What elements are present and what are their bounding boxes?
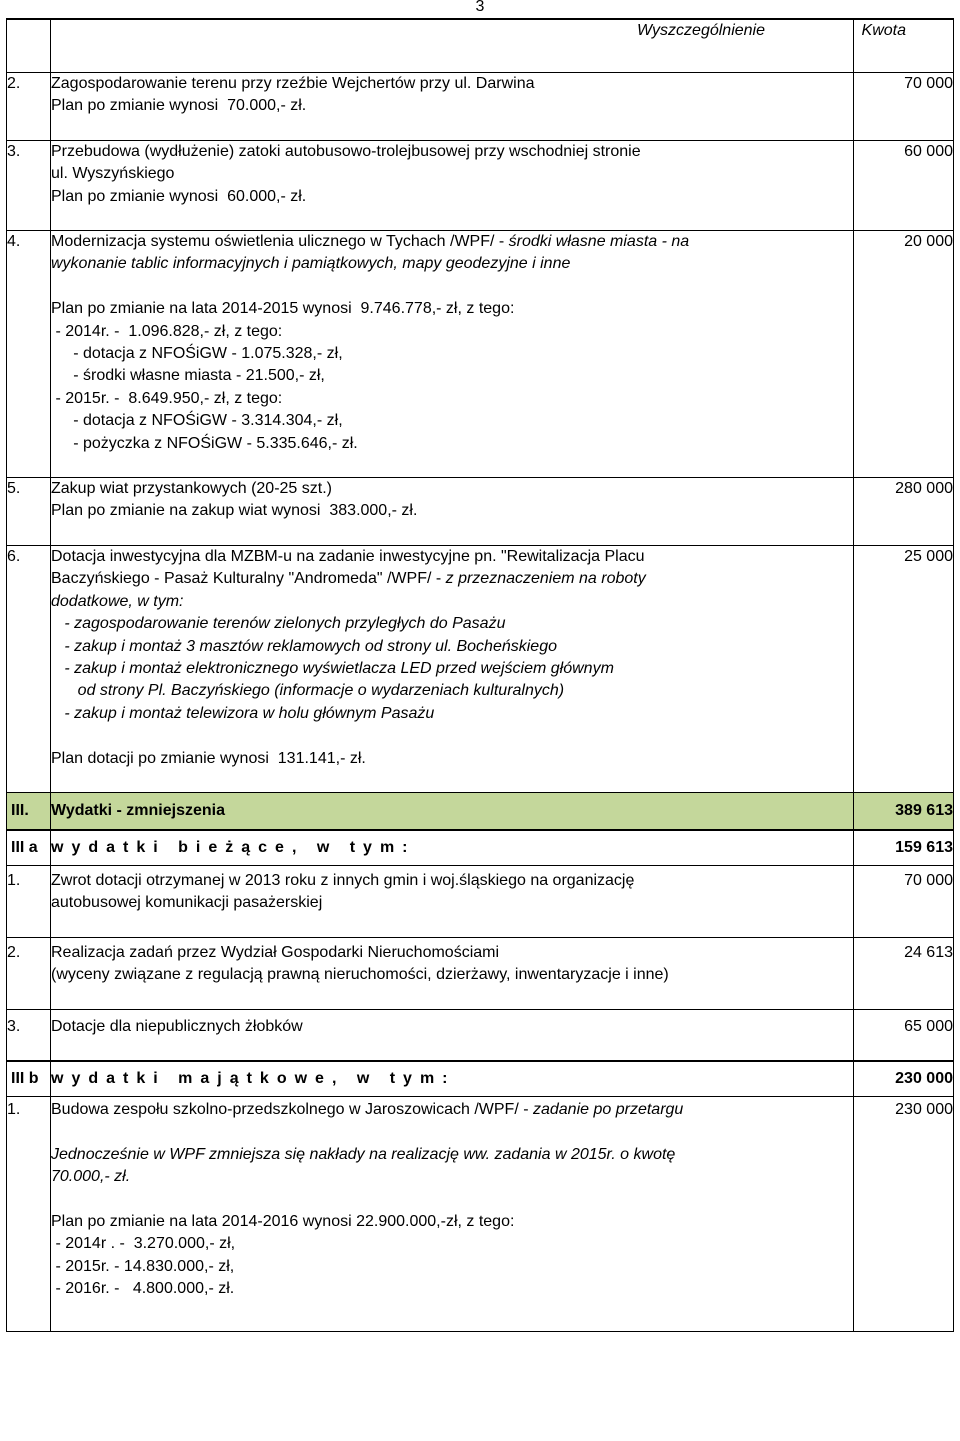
row-line: Zakup wiat przystankowych (20-25 szt.) — [51, 480, 332, 498]
section-amount: 159 613 — [854, 830, 954, 866]
table-row — [7, 231, 954, 478]
row-line: (wyceny związane z regulacją prawną nieruchomości, dzierżawy, inwentaryzacje i inne) — [51, 966, 669, 984]
section-row-III — [7, 792, 954, 830]
table-header — [7, 19, 954, 73]
table-row — [7, 545, 954, 792]
row-amount: 25 000 — [854, 545, 954, 792]
row-amount: 20 000 — [854, 231, 954, 478]
row-line: Realizacja zadań przez Wydział Gospodarki Nieruchomościami — [51, 943, 500, 961]
row-amount: 24 613 — [854, 937, 954, 1009]
row-line: - 2015r. - 14.830.000,- zł, — [51, 1257, 235, 1275]
row-line: - zakup i montaż 3 masztów reklamowych od strony ul. Bocheńskiego — [51, 637, 557, 655]
row-line: - środki własne miasta - 21.500,- zł, — [51, 367, 325, 385]
row-number: 1. — [7, 1096, 51, 1331]
row-line: - 2016r. - 4.800.000,- zł. — [51, 1280, 235, 1298]
row-line: Plan po zmianie wynosi 60.000,- zł. — [51, 187, 307, 205]
row-description — [51, 478, 854, 546]
header-amount: Kwota — [854, 19, 954, 73]
section-amount: 389 613 — [854, 792, 954, 830]
table-row — [7, 140, 954, 230]
row-amount: 230 000 — [854, 1096, 954, 1331]
row-line: Zwrot dotacji otrzymanej w 2013 roku z innych gmin i woj.śląskiego na organizację — [51, 871, 635, 889]
row-text: Modernizacja systemu oświetlenia ulicznego w Tychach /WPF/ - — [51, 233, 509, 251]
row-number: 1. — [7, 865, 51, 937]
row-line: - 2014r. - 1.096.828,- zł, z tego: — [51, 322, 283, 340]
row-line: - zakup i montaż elektronicznego wyświetlacza LED przed wejściem głównym — [51, 659, 614, 677]
section-label: Wydatki - zmniejszenia — [51, 792, 854, 830]
header-description: Wyszczególnienie — [51, 19, 854, 73]
row-amount: 65 000 — [854, 1009, 954, 1061]
row-number: 2. — [7, 73, 51, 141]
row-description — [51, 73, 854, 141]
table-row — [7, 1009, 954, 1061]
budget-table — [6, 18, 954, 1332]
section-amount: 230 000 — [854, 1061, 954, 1097]
row-number: 3. — [7, 1009, 51, 1061]
section-number: III b — [7, 1061, 51, 1097]
section-label: wydatki bieżące, w tym: — [51, 830, 854, 866]
section-row-IIIb — [7, 1061, 954, 1097]
row-amount: 280 000 — [854, 478, 954, 546]
row-amount: 60 000 — [854, 140, 954, 230]
header-num — [7, 19, 51, 73]
row-number: 2. — [7, 937, 51, 1009]
row-text: Budowa zespołu szkolno-przedszkolnego w Jaroszowicach /WPF/ - — [51, 1100, 533, 1118]
row-amount: 70 000 — [854, 73, 954, 141]
row-line: od strony Pl. Baczyńskiego (informacje o wydarzeniach kulturalnych) — [51, 682, 565, 700]
row-description — [51, 865, 854, 937]
row-description — [51, 1096, 854, 1331]
section-number: III a — [7, 830, 51, 866]
row-description — [51, 1009, 854, 1061]
row-line: - 2014r . - 3.270.000,- zł, — [51, 1235, 236, 1253]
row-line: Dotacja inwestycyjna dla MZBM-u na zadanie inwestycyjne pn. "Rewitalizacja Placu — [51, 547, 645, 565]
row-line: dodatkowe, w tym: — [51, 592, 184, 610]
row-number: 6. — [7, 545, 51, 792]
row-line: Plan po zmianie wynosi 70.000,- zł. — [51, 97, 307, 115]
row-line: autobusowej komunikacji pasażerskiej — [51, 894, 323, 912]
row-line — [51, 231, 853, 253]
row-text-italic: zadanie po przetargu — [532, 1100, 684, 1118]
row-line: - dotacja z NFOŚiGW - 3.314.304,- zł, — [51, 412, 343, 430]
table-row — [7, 1096, 954, 1331]
row-line: ul. Wyszyńskiego — [51, 165, 175, 183]
row-text-italic: środki własne miasta - na — [508, 233, 690, 251]
row-description — [51, 545, 854, 792]
row-line: - dotacja z NFOŚiGW - 1.075.328,- zł, — [51, 345, 343, 363]
row-line: - 2015r. - 8.649.950,- zł, z tego: — [51, 389, 283, 407]
table-row — [7, 937, 954, 1009]
row-line: - zakup i montaż telewizora w holu głównym Pasażu — [51, 704, 435, 722]
row-number: 5. — [7, 478, 51, 546]
row-line: Zagospodarowanie terenu przy rzeźbie Wejchertów przy ul. Darwina — [51, 75, 535, 92]
row-line: Dotacje dla niepublicznych żłobków — [51, 1017, 303, 1035]
row-description — [51, 231, 854, 478]
row-line: wykonanie tablic informacyjnych i pamiątkowych, mapy geodezyjne i inne — [51, 255, 571, 273]
section-label: wydatki majątkowe, w tym: — [51, 1061, 854, 1097]
row-line: Plan po zmianie na lata 2014-2016 wynosi 22.900.000,-zł, z tego: — [51, 1212, 515, 1230]
page-number: 3 — [475, 0, 485, 15]
row-number: 3. — [7, 140, 51, 230]
table-row — [7, 73, 954, 141]
row-text: Baczyńskiego - Pasaż Kulturalny "Andromeda" /WPF/ - — [51, 570, 446, 588]
row-line: - zagospodarowanie terenów zielonych przyległych do Pasażu — [51, 615, 506, 633]
row-line — [51, 568, 853, 590]
row-text-italic: z przeznaczeniem na roboty — [445, 570, 646, 588]
row-line — [51, 1099, 853, 1121]
row-description — [51, 140, 854, 230]
row-line: Jednocześnie w WPF zmniejsza się nakłady na realizację ww. zadania w 2015r. o kwotę — [51, 1145, 676, 1163]
row-line: Plan po zmianie na lata 2014-2015 wynosi 9.746.778,- zł, z tego: — [51, 300, 515, 318]
row-line: Plan dotacji po zmianie wynosi 131.141,- zł. — [51, 749, 366, 767]
table-row — [7, 478, 954, 546]
row-line: Plan po zmianie na zakup wiat wynosi 383.000,- zł. — [51, 502, 418, 520]
table-row — [7, 865, 954, 937]
row-description — [51, 937, 854, 1009]
row-line: 70.000,- zł. — [51, 1168, 131, 1186]
section-row-IIIa — [7, 830, 954, 866]
row-line: Przebudowa (wydłużenie) zatoki autobusowo-trolejbusowej przy wschodniej stronie — [51, 142, 641, 160]
row-amount: 70 000 — [854, 865, 954, 937]
row-number: 4. — [7, 231, 51, 478]
row-line: - pożyczka z NFOŚiGW - 5.335.646,- zł. — [51, 434, 358, 452]
section-number: III. — [7, 792, 51, 830]
